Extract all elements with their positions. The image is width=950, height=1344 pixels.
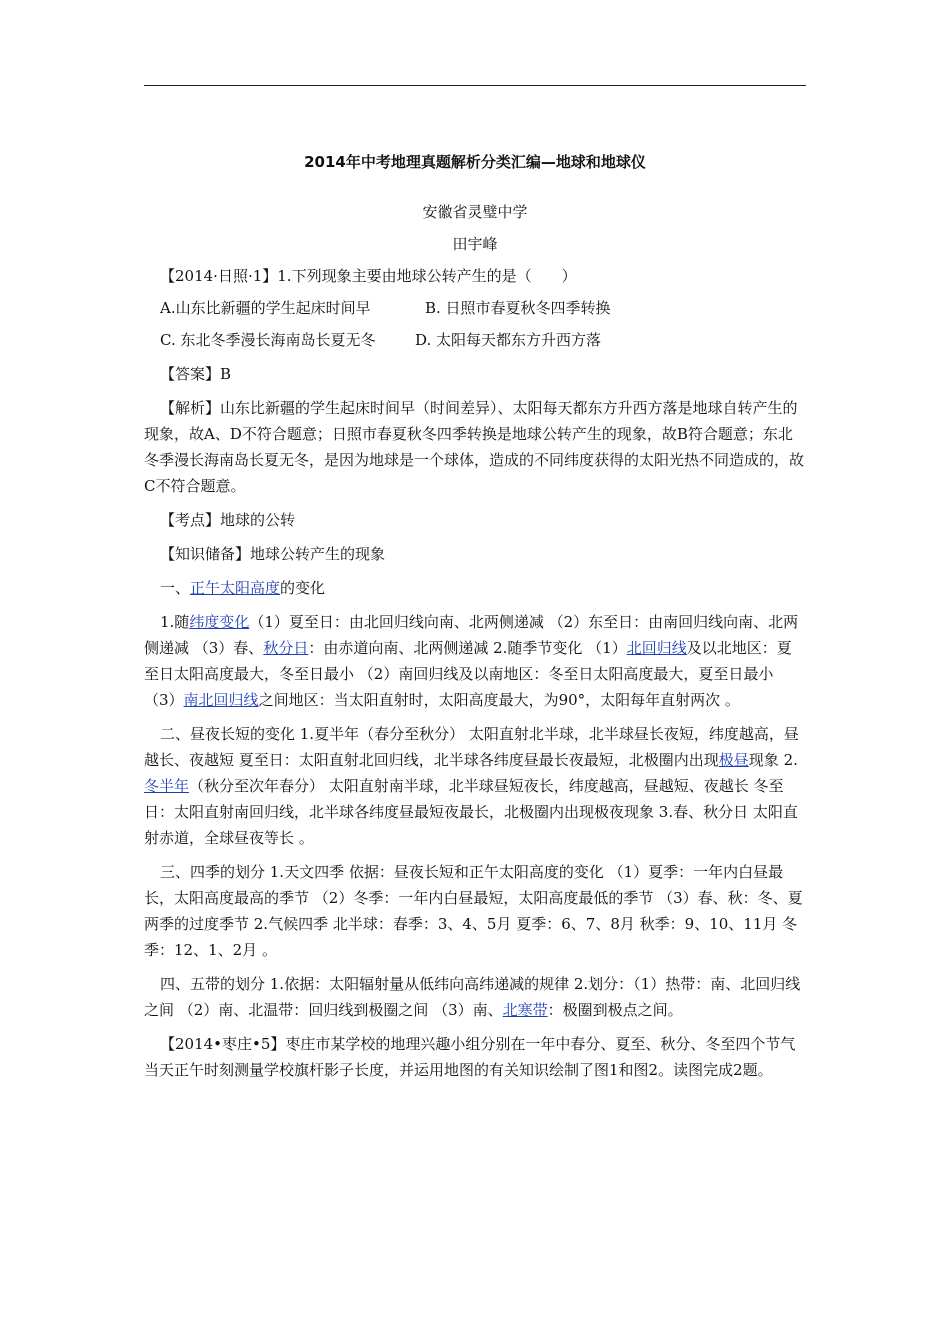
link-polar-day[interactable]: 极昼 [718,751,749,769]
link-tropic-of-cancer[interactable]: 北回归线 [626,639,687,657]
link-autumn-equinox[interactable]: 秋分日 [263,639,309,657]
analysis-paragraph: 【解析】山东比新疆的学生起床时间早（时间差异）、太阳每天都东方升西方落是地球自转产生的现象，故A、D不符合题意；日照市春夏秋冬四季转换是地球公转产生的现象，故B符合题意；东北冬季漫长海南岛长夏无冬，是因为地球是一个球体，造成的不同纬度获得的太阳光热不同造成的，故C不符合题意。 [144,399,805,495]
question-1-options-row-2 [144,327,806,353]
school-name: 安徽省灵璧中学 [422,203,528,221]
header-rule [144,85,806,86]
option-d: D. 太阳每天都东方升西方落 [415,331,602,349]
section-2-body: 二、昼夜长短的变化 1.夏半年（春分至秋分） 太阳直射北半球，北半球昼长夜短，纬度越高，昼越长、夜越短 夏至日：太阳直射北回归线，北半球各纬度昼最长夜最短，北极圈内出现极昼现象 2.冬半年（秋分至次年春分） 太阳直射南半球，北半球昼短夜长，纬度越高，昼越短、夜越长 冬至日：太阳直射南回归线，北半球各纬度昼最短夜最长，北极圈内出现极夜现象 3.春、秋分日 太阳直射赤道，全球昼夜等长 。 [144,725,799,847]
question-2-paragraph: 【2014•枣庄•5】枣庄市某学校的地理兴趣小组分别在一年中春分、夏至、秋分、冬至四个节气当天正午时刻测量学校旗杆影子长度，并运用地图的有关知识绘制了图1和图2。读图完成2题。 [144,1035,796,1079]
option-b: B. 日照市春夏秋冬四季转换 [425,299,611,317]
link-north-frigid-zone[interactable]: 北寒带 [502,1001,548,1019]
document-body [144,263,806,1083]
answer-line: 【答案】B [160,365,232,383]
section-4-body: 四、五带的划分 1.依据：太阳辐射量从低纬向高纬递减的规律 2.划分：（1）热带：南、北回归线之间 （2）南、北温带：回归线到极圈之间 （3）南、北寒带：极圈到极点之间。 [144,975,801,1019]
option-c: C. 东北冬季漫长海南岛长夏无冬 [160,331,376,349]
section-3-body: 三、四季的划分 1.天文四季 依据：昼夜长短和正午太阳高度的变化 （1）夏季：一年内白昼最长，太阳高度最高的季节 （2）冬季：一年内白昼最短，太阳高度最低的季节 （3）春、秋：冬、夏两季的过度季节 2.气候四季 北半球：春季：3、4、5月 夏季：6、7、8月 秋季：9、10、11月 冬季：12、1、2月 。 [144,863,803,959]
section-1-body: 1.随纬度变化（1）夏至日：由北回归线向南、北两侧递减 （2）东至日：由南回归线向南、北两侧递减 （3）春、秋分日：由赤道向南、北两侧递减 2.随季节变化 （1）北回归线及以北地区：夏至日太阳高度最大，冬至日最小 （2）南回归线及以南地区：冬至日太阳高度最大，夏至日最小 （3）南北回归线之间地区：当太阳直射时，太阳高度最大，为90°，太阳每年直射两次 。 [144,613,799,709]
option-a: A.山东比新疆的学生起床时间早 [160,299,371,317]
exam-point-line: 【考点】地球的公转 [160,511,296,529]
link-latitude-change[interactable]: 纬度变化 [189,613,250,631]
document-title: 2014年中考地理真题解析分类汇编—地球和地球仪 [304,153,646,171]
link-tropics[interactable]: 南北回归线 [183,691,259,709]
link-noon-sun-altitude[interactable]: 正午太阳高度 [190,579,281,597]
question-1-stem: 【2014·日照·1】1.下列现象主要由地球公转产生的是（ ） [160,267,577,285]
section-1-heading: 一、正午太阳高度的变化 [160,579,326,597]
link-winter-half-year[interactable]: 冬半年 [144,777,190,795]
knowledge-line: 【知识储备】地球公转产生的现象 [160,545,386,563]
author-name: 田宇峰 [452,235,498,253]
question-1-options-row-1 [144,295,806,321]
